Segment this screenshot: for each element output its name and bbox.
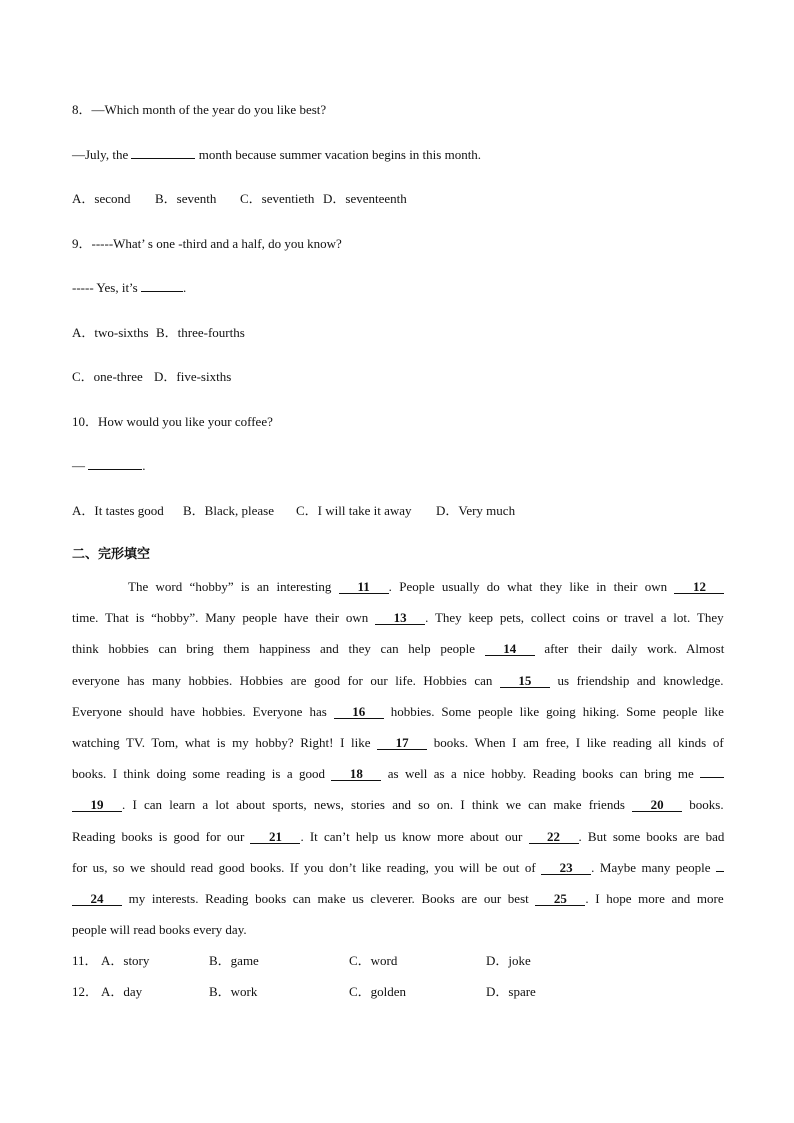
passage-text: books. I think doing some reading is a good [72, 766, 332, 782]
passage-text: The word “hobby” is an interesting [128, 579, 339, 594]
passage-text: people will read books every day. [72, 922, 247, 938]
q8-reply-pre: —July, the [72, 147, 132, 162]
blank-14: 14 [485, 642, 535, 656]
q10-option-b: B．Black, please [183, 503, 274, 518]
blank-19: 19 [72, 798, 122, 812]
passage-line [72, 829, 724, 845]
blank-12: 12 [674, 580, 724, 594]
blank-21: 21 [250, 830, 300, 844]
q12-option-d: D．spare [486, 984, 536, 999]
passage-text: Reading books is good for our [72, 828, 251, 844]
passage-line [72, 641, 724, 657]
q8-option-c: C．seventieth [240, 191, 315, 206]
passage-text: . Maybe many people [591, 859, 716, 875]
passage-text: time. That is “hobby”. Many people have their own [72, 610, 376, 626]
passage-text: books. [682, 797, 724, 813]
q10-answer-blank [88, 469, 142, 470]
q9-option-c: C．one-three [72, 369, 143, 384]
passage-text: . It can’t help us know more about our [300, 828, 529, 844]
passage-text: us friendship and knowledge. [549, 672, 724, 688]
q11-number: 11． [72, 953, 98, 968]
passage-line [72, 891, 724, 907]
passage-text: for us, so we should read good books. If you don’t like reading, you will be out of [72, 859, 542, 875]
blank-continuation [700, 777, 724, 778]
q11-option-a: A．story [101, 953, 150, 968]
passage-text: . I hope more and more [585, 891, 724, 906]
q12-option-c: C．golden [349, 984, 407, 999]
q8-option-a: A．second [72, 191, 131, 206]
q11-option-c: C．word [349, 953, 398, 968]
q11-option-d: D．joke [486, 953, 531, 968]
q10-reply-post: . [142, 458, 146, 473]
blank-11: 11 [339, 580, 389, 594]
cloze-passage [72, 579, 724, 939]
blank-13: 13 [375, 611, 425, 625]
q8-option-b: B．seventh [155, 191, 217, 206]
passage-line [72, 704, 724, 720]
q8-reply [72, 147, 481, 163]
q8-stem: 8．—Which month of the year do you like best? [72, 102, 327, 117]
passage-text: Everyone should have hobbies. Everyone has [72, 703, 334, 719]
blank-25: 25 [535, 892, 585, 906]
blank-22: 22 [529, 830, 579, 844]
passage-line [128, 579, 724, 595]
q10-option-d: D．Very much [436, 503, 516, 518]
blank-18: 18 [331, 767, 381, 781]
q9-option-a: A．two-sixths [72, 325, 149, 340]
q12-option-b: B．work [209, 984, 258, 999]
passage-line [72, 766, 724, 782]
q9-reply-pre: ----- Yes, it’s [72, 280, 141, 295]
passage-line [72, 922, 247, 938]
q12-option-a: A．day [101, 984, 143, 999]
passage-text: . I can learn a lot about sports, news, stories and so on. I think we can make friends [122, 797, 633, 813]
q8-option-d: D．seventeenth [323, 191, 407, 206]
q8-answer-blank [131, 158, 195, 159]
passage-text: after their daily work. Almost [534, 641, 725, 657]
blank-24: 24 [72, 892, 122, 906]
q10-option-c: C．I will take it away [296, 503, 412, 518]
blank-15: 15 [500, 674, 550, 688]
q10-option-a: A．It tastes good [72, 503, 164, 518]
passage-line [72, 735, 724, 751]
passage-text: hobbies. Some people like going hiking. Some people like [383, 703, 724, 719]
passage-text: watching TV. Tom, what is my hobby? Right! I like [72, 735, 378, 750]
q10-reply-pre: — [72, 458, 89, 473]
passage-text: . They keep pets, collect coins or travel a lot. They [425, 610, 724, 626]
q8-reply-post: month because summer vacation begins in this month. [195, 147, 482, 162]
passage-text: . But some books are bad [578, 828, 725, 844]
passage-line [72, 860, 724, 876]
q9-reply [72, 280, 186, 296]
passage-text: as well as a nice hobby. Reading books can bring me [381, 766, 701, 782]
passage-line [72, 673, 724, 689]
q10-reply [72, 458, 146, 474]
q9-stem: 9．-----What’ s one -third and a half, do you know? [72, 236, 342, 251]
passage-text: books. When I am free, I like reading all kinds of [427, 735, 724, 750]
q9-option-d: D．five-sixths [154, 369, 232, 384]
blank-continuation [716, 871, 724, 872]
passage-line [72, 610, 724, 626]
passage-text: think hobbies can bring them happiness and they can help people [72, 641, 485, 657]
q12-number: 12． [72, 984, 99, 999]
passage-line [72, 797, 724, 813]
blank-23: 23 [541, 861, 591, 875]
passage-text: my interests. Reading books can make us cleverer. Books are our best [122, 891, 536, 906]
q10-stem: 10．How would you like your coffee? [72, 414, 273, 429]
blank-17: 17 [377, 736, 427, 750]
passage-text: everyone has many hobbies. Hobbies are good for our life. Hobbies can [72, 672, 500, 688]
blank-16: 16 [334, 705, 384, 719]
blank-20: 20 [632, 798, 682, 812]
section-title: 二、完形填空 [72, 547, 151, 562]
q9-option-b: B．three-fourths [156, 325, 245, 340]
passage-text: . People usually do what they like in their own [388, 579, 675, 594]
q11-option-b: B．game [209, 953, 259, 968]
q9-answer-blank [141, 291, 183, 292]
q9-reply-post: . [182, 280, 187, 295]
